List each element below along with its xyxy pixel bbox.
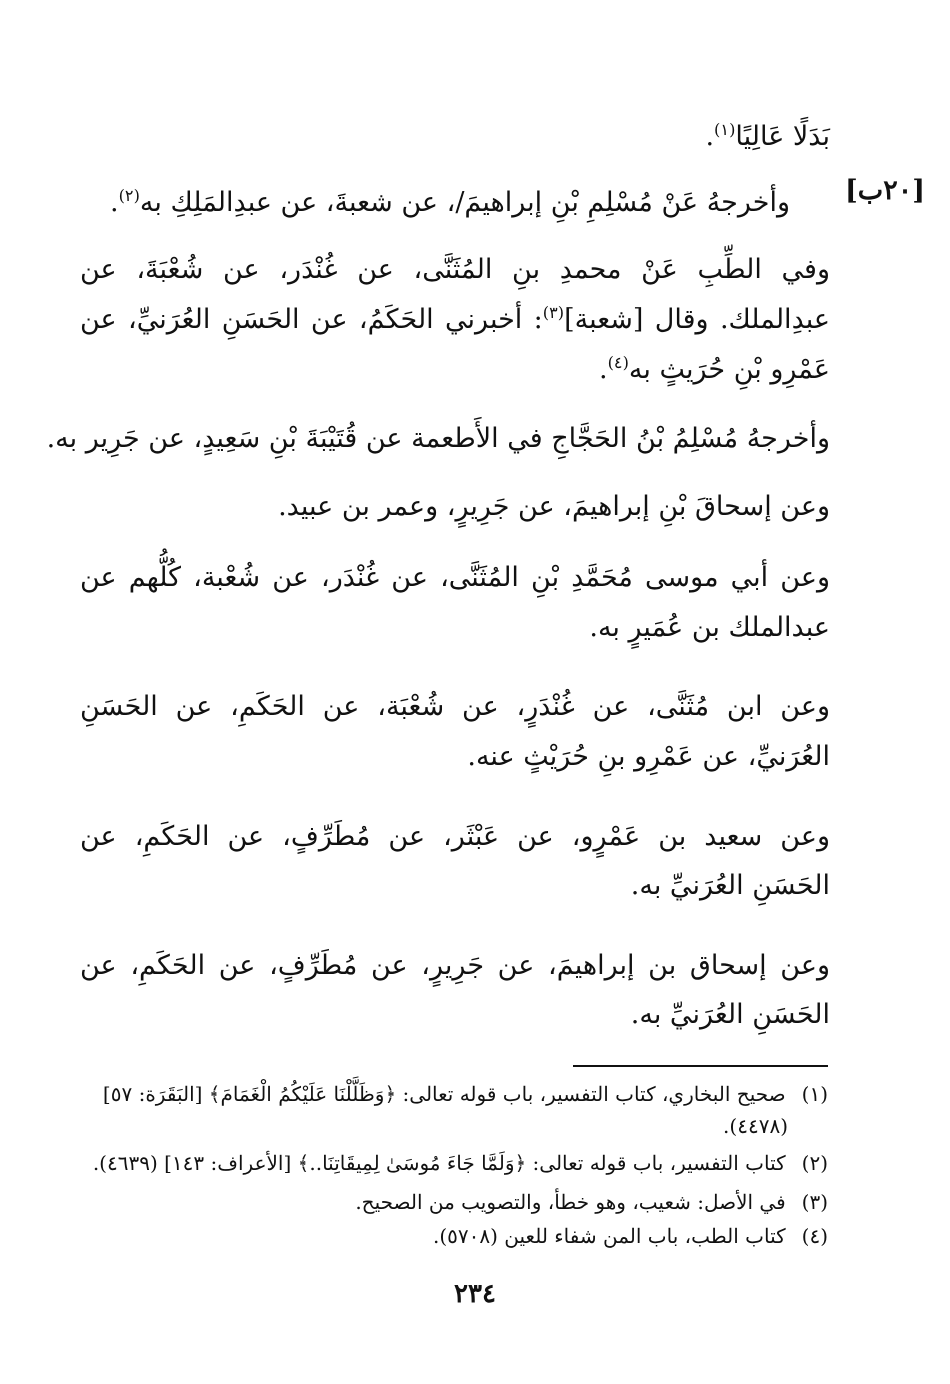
text-line-5 (80, 350, 830, 390)
line-text: وأخرجهُ عَنْ مُسْلِمِ بْنِ إبراهيمَ/، عن شعبةَ، عن عبدِالمَلِكِ به (139, 187, 790, 218)
text-line-7: وعن إسحاقَ بْنِ إبراهيمَ، عن جَرِيرٍ، وعمر بن عبيد. (278, 491, 830, 522)
line-text: عبدِالملك. وقال [شعبة] (564, 304, 830, 335)
footnote-text: في الأصل: شعيب، وهو خطأ، والتصويب من الصحيح. (355, 1190, 786, 1214)
footnote-4 (80, 1220, 828, 1252)
footnote-1 (80, 1078, 828, 1110)
line-text: بَدَلًا عَالِيًا (735, 121, 830, 152)
text-line-12: وعن سعيد بن عَمْرٍو، عن عَبْثَر، عن مُطَرِّفٍ، عن الحَكَمِ، عن (80, 821, 830, 852)
line-end: . (705, 121, 715, 152)
line-end: . (598, 354, 608, 385)
text-line-13: الحَسَنِ العُرَنيِّ به. (630, 870, 830, 901)
footnote-number: (٤) (801, 1224, 828, 1248)
line-text: عَمْرِو بْنِ حُرَيثٍ به (628, 354, 830, 385)
page-number: ٢٣٤ (454, 1279, 496, 1309)
text-line-9: عبدالملك بن عُمَيرٍ به. (589, 612, 830, 643)
footnote-ref-2[interactable]: (٢) (118, 186, 140, 205)
footnote-ref-4[interactable]: (٤) (607, 353, 629, 372)
text-line-4 (80, 300, 830, 340)
text-line-2 (110, 183, 790, 223)
footnote-ref-1[interactable]: (١) (714, 120, 736, 139)
text-line-1 (80, 117, 830, 157)
footnote-1-continuation: (٤٤٧٨). (723, 1114, 788, 1138)
footnote-2 (80, 1147, 828, 1179)
text-line-3: وفي الطِّبِ عَنْ محمدِ بنِ المُثَنَّى، عن غُنْدَر، عن شُعْبَةَ، عن (80, 254, 830, 285)
text-line-15: الحَسَنِ العُرَنيِّ به. (630, 999, 830, 1030)
text-line-10: وعن ابن مُثَنَّى، عن غُنْدَرٍ، عن شُعْبَة، عن الحَكَمِ، عن الحَسَنِ (80, 691, 830, 722)
footnote-separator (573, 1065, 828, 1067)
manuscript-folio-marker: [٢٠ب] (845, 175, 925, 206)
footnote-number: (١) (801, 1082, 828, 1106)
line-end: . (109, 187, 119, 218)
line-text: : أخبرني الحَكَمُ، عن الحَسَنِ العُرَنيِّ، عن (80, 304, 543, 335)
footnote-text: صحيح البخاري، كتاب التفسير، باب قوله تعالى: ﴿وَظَلَّلْنَا عَلَيْكُمُ الْغَمَامَ﴾ [البَقَرَة: ٥٧] (102, 1082, 786, 1106)
footnote-number: (٣) (801, 1190, 828, 1214)
text-line-8: وعن أبي موسى مُحَمَّدِ بْنِ المُثَنَّى، عن غُنْدَر، عن شُعْبة، كُلُّهم عن (80, 562, 830, 593)
text-line-11: العُرَنيِّ، عن عَمْرِو بنِ حُرَيْثٍ عنه. (467, 741, 830, 772)
footnote-number: (٢) (801, 1151, 828, 1175)
text-line-6: وأخرجهُ مُسْلِمُ بْنُ الحَجَّاجِ في الأَطعمة عن قُتَيْبَةَ بْنِ سَعِيدٍ، عن جَرِير به. (46, 423, 830, 454)
footnote-3 (80, 1186, 828, 1218)
footnote-text: كتاب الطب، باب المن شفاء للعين (٥٧٠٨). (433, 1224, 786, 1248)
footnote-ref-3[interactable]: (٣) (542, 303, 565, 322)
footnote-text: كتاب التفسير، باب قوله تعالى: ﴿وَلَمَّا جَاءَ مُوسَىٰ لِمِيقَاتِنَا..﴾ [الأعراف: ١٤٣] (٤٦٣٩). (92, 1151, 786, 1175)
text-line-14: وعن إسحاق بن إبراهيمَ، عن جَرِيرٍ، عن مُطَرِّفٍ، عن الحَكَمِ، عن (80, 950, 830, 981)
